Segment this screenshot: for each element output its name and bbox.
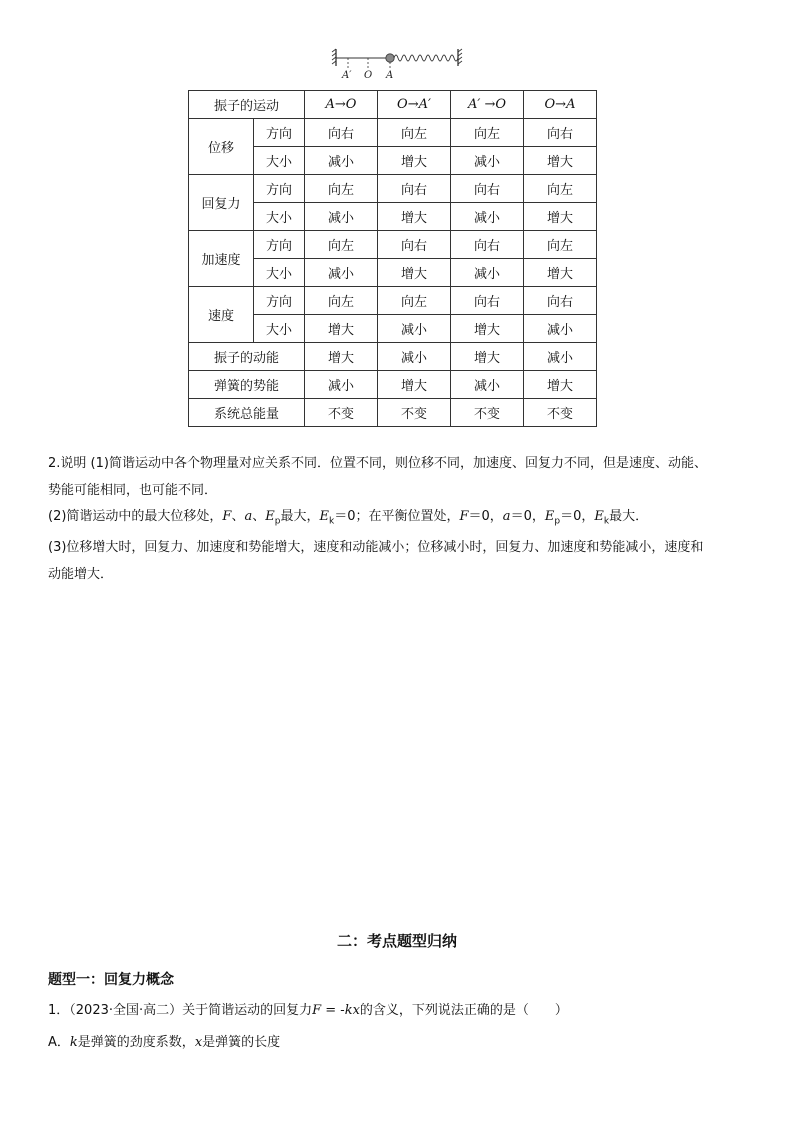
table-cell: 减小 [451,259,524,287]
table-cell: 不变 [378,399,451,427]
table-row [189,175,597,203]
section-title: 二：考点题型归纳 [336,932,457,950]
note-text: 、 [231,509,245,524]
sub-label: 大小 [254,203,305,231]
table-cell: 向左 [378,119,451,147]
table-cell: 向左 [305,175,378,203]
table-row [189,231,597,259]
table-cell: 减小 [451,147,524,175]
table-cell: 不变 [524,399,597,427]
sub-label: 大小 [254,259,305,287]
option-label: A． [48,1035,70,1050]
table-cell: 向左 [524,175,597,203]
note-line: 动能增大． [48,566,114,582]
subscript-p: p [274,516,281,527]
table-cell: 向右 [524,287,597,315]
note-text: 、 [252,509,266,524]
table-cell: 增大 [451,343,524,371]
header-col: A→O [305,91,378,119]
note-text: (2)简谐运动中的最大位移处， [48,509,223,524]
table-cell: 增大 [378,371,451,399]
group-label: 回复力 [189,175,254,231]
row-label: 系统总能量 [189,399,305,427]
table-cell: 向右 [378,175,451,203]
option-text: 是弹簧的长度 [202,1035,281,1050]
table-cell: 增大 [524,371,597,399]
motion-quantities-table [188,90,597,427]
table-cell: 减小 [524,315,597,343]
table-cell: 增大 [378,203,451,231]
symbol-k: k [69,1035,78,1050]
table-cell: 增大 [451,315,524,343]
table-cell: 向左 [524,231,597,259]
table-header-row [189,91,597,119]
note-text: ＝0， [560,509,595,524]
question-type-heading: 题型一：回复力概念 [48,972,174,988]
sub-label: 方向 [254,231,305,259]
table-row [189,371,597,399]
table-cell: 减小 [451,371,524,399]
option-a [48,1031,280,1050]
note-text: ＝0， [510,509,545,524]
header-col: O→A [524,91,597,119]
question-1 [48,999,568,1018]
symbol-a: a [502,509,511,524]
table-cell: 向左 [378,287,451,315]
table-cell: 向左 [451,119,524,147]
table-cell: 增大 [378,259,451,287]
row-label: 弹簧的势能 [189,371,305,399]
spring-oscillator-diagram [330,44,465,70]
table-cell: 增大 [305,343,378,371]
group-label: 加速度 [189,231,254,287]
symbol-f: F [459,509,469,524]
subscript-k: k [328,516,335,527]
sub-label: 方向 [254,119,305,147]
label-a: A [386,70,394,81]
table-cell: 减小 [378,343,451,371]
formula: F = -kx [312,1003,360,1018]
symbol-e: E [265,509,275,524]
table-cell: 向右 [451,175,524,203]
sub-label: 方向 [254,287,305,315]
note-line: (3)位移增大时，回复力、加速度和势能增大，速度和动能减小；位移减小时，回复力、加速度和势能减小，速度和 [48,540,704,556]
table-cell: 向左 [305,287,378,315]
header-col: A′ →O [451,91,524,119]
table-row [189,119,597,147]
table-cell: 增大 [305,315,378,343]
row-label: 振子的动能 [189,343,305,371]
symbol-e: E [594,509,604,524]
sub-label: 方向 [254,175,305,203]
table-cell: 减小 [451,203,524,231]
table-cell: 不变 [305,399,378,427]
table-cell: 向右 [451,231,524,259]
label-o: O [364,70,373,81]
group-label: 位移 [189,119,254,175]
subscript-k: k [603,516,610,527]
table-cell: 减小 [305,147,378,175]
header-label: 振子的运动 [189,91,305,119]
symbol-x: x [194,1035,203,1050]
table-cell: 不变 [451,399,524,427]
table-cell: 向右 [305,119,378,147]
table-cell: 增大 [524,259,597,287]
notes-block [48,451,760,588]
note-line: 2.说明 (1)简谐运动中各个物理量对应关系不同．位置不同，则位移不同，加速度、回复力不同，但是速度、动能、 [48,456,707,471]
note-text: 最大， [280,509,320,524]
symbol-f: F [222,509,232,524]
table-cell: 增大 [524,147,597,175]
table-cell: 减小 [305,259,378,287]
note-text: ＝0；在平衡位置处， [334,509,460,524]
note-text: 最大． [609,509,649,524]
sub-label: 大小 [254,315,305,343]
spring-oscillator-figure [330,44,465,84]
label-a-prime: A′ [342,70,352,81]
sub-label: 大小 [254,147,305,175]
question-text: 1．（2023·全国·高二）关于简谐运动的回复力 [48,1003,313,1018]
symbol-a: a [244,509,253,524]
subscript-p: p [554,516,561,527]
header-col: O→A′ [378,91,451,119]
table-cell: 减小 [378,315,451,343]
table-cell: 减小 [305,203,378,231]
note-text: ＝0， [468,509,503,524]
table-cell: 向右 [451,287,524,315]
table-row [189,343,597,371]
group-label: 速度 [189,287,254,343]
question-text: 的含义，下列说法正确的是（ ） [359,1003,568,1018]
option-text: 是弹簧的劲度系数， [77,1035,195,1050]
symbol-e: E [544,509,555,524]
table-cell: 向左 [305,231,378,259]
table-cell: 增大 [524,203,597,231]
table-cell: 减小 [524,343,597,371]
note-line-2 [48,504,760,535]
symbol-e: E [319,509,329,524]
table-cell: 向右 [524,119,597,147]
table-cell: 增大 [378,147,451,175]
table-row [189,287,597,315]
table-row [189,399,597,427]
table-cell: 向右 [378,231,451,259]
note-line: 势能可能相同，也可能不同． [48,482,218,498]
table-cell: 减小 [305,371,378,399]
